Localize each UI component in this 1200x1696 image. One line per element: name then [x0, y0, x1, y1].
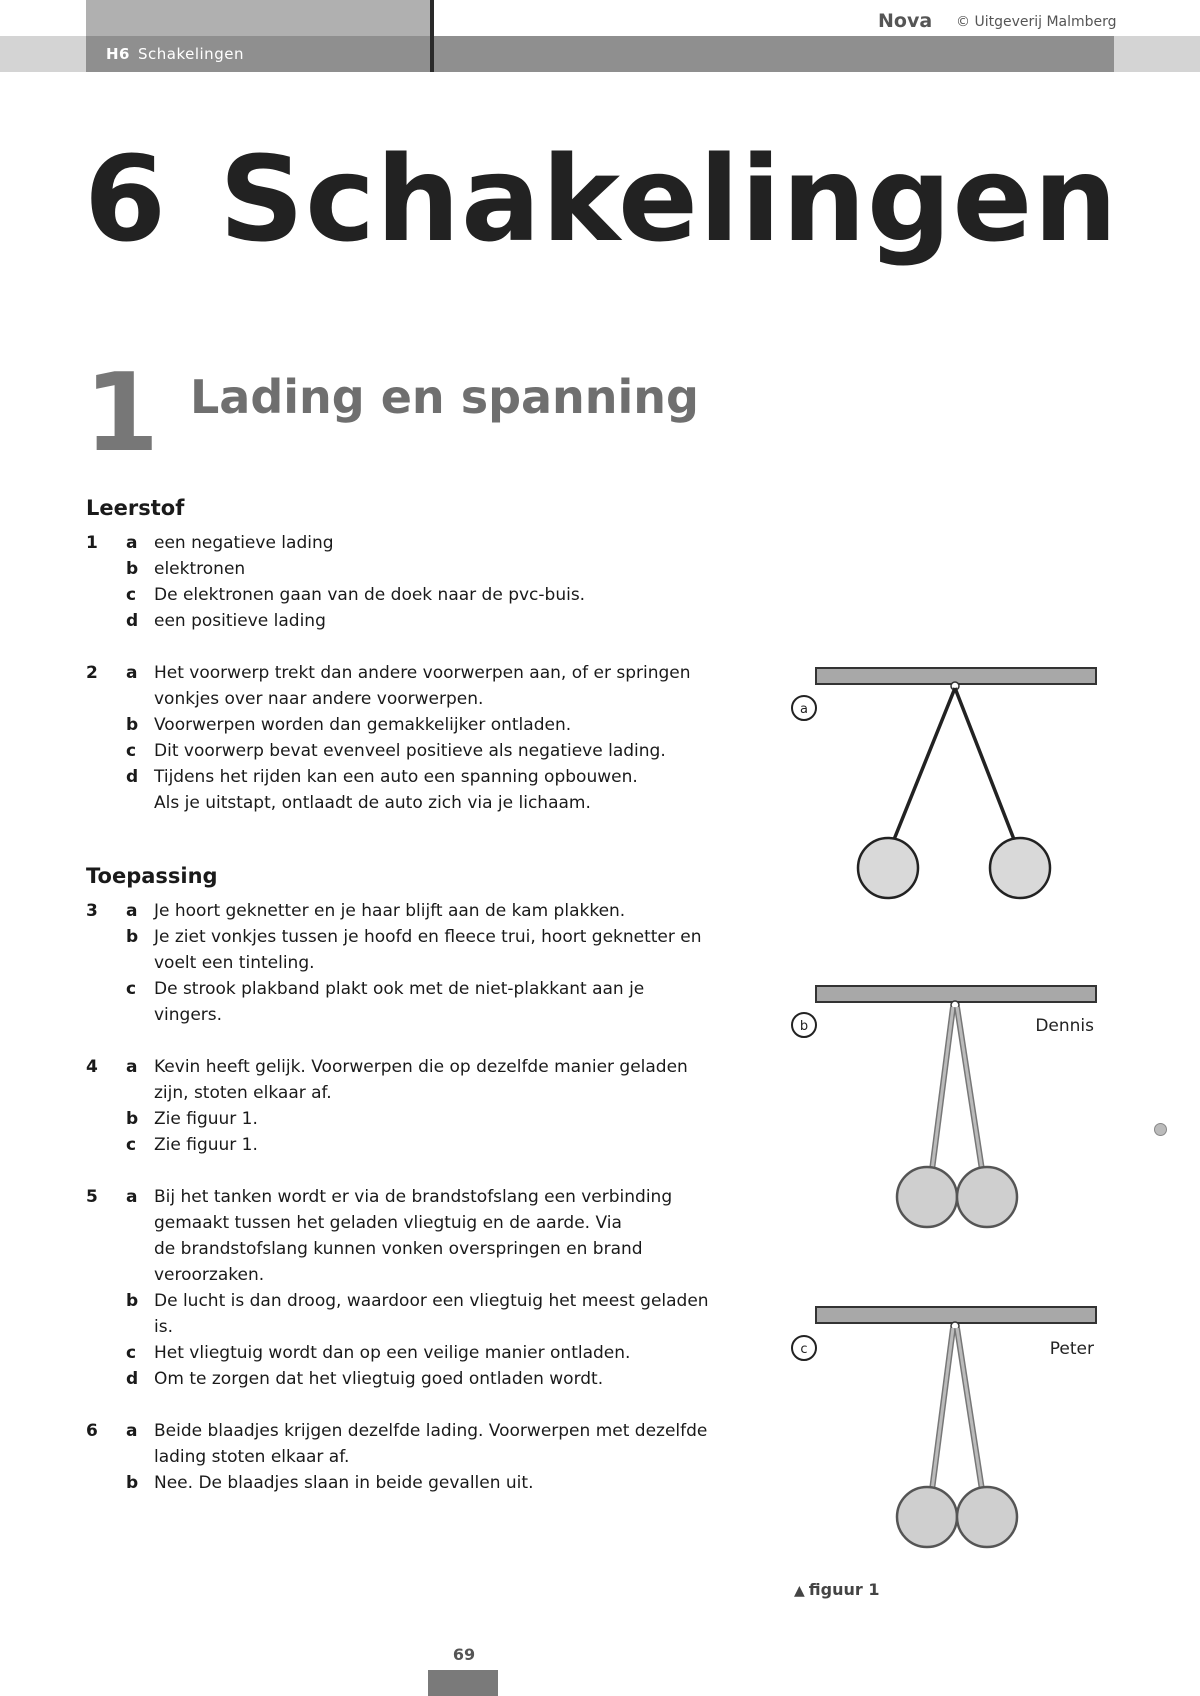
answer-letter: c [126, 979, 137, 999]
answer-text: Zie figuur 1. [154, 1135, 258, 1155]
answer-6b [86, 1470, 726, 1496]
thread-c-right-inner [957, 1328, 982, 1490]
answer-6a [86, 1418, 726, 1470]
answer-3b [86, 924, 726, 976]
question-number: 6 [86, 1421, 98, 1441]
figure-panel-c [792, 1307, 1096, 1547]
section-title: Lading en spanning [190, 370, 699, 424]
answer-5b [86, 1288, 726, 1340]
chapter-title [84, 130, 1119, 268]
answer-letter: a [126, 1187, 138, 1207]
answer-letter: c [126, 1343, 137, 1363]
ball-a-right [990, 838, 1050, 898]
question-6 [86, 1418, 726, 1496]
question-number: 1 [86, 533, 98, 553]
label-dennis: Dennis [1035, 1016, 1094, 1036]
thread-b-right-inner [957, 1007, 982, 1170]
answer-1d [86, 608, 726, 634]
triangle-icon: ▲ [794, 1583, 805, 1599]
question-number: 3 [86, 901, 98, 921]
question-number: 4 [86, 1057, 98, 1077]
question-3 [86, 898, 726, 1028]
answer-1c [86, 582, 726, 608]
chapter-title-text: Schakelingen [219, 130, 1119, 268]
rod-c [816, 1307, 1096, 1323]
answer-text: Nee. De blaadjes slaan in beide gevallen uit. [154, 1473, 534, 1493]
answer-letter: b [126, 715, 139, 735]
header-brand: Nova [878, 10, 933, 32]
answer-text: Je hoort geknetter en je haar blijft aan de kam plakken. [154, 901, 626, 921]
header-chapter [106, 45, 244, 63]
answer-text: Je ziet vonkjes tussen je hoofd en fleece trui, hoort geknetter en voelt een tinteling. [154, 927, 702, 973]
figure-caption-text: figuur 1 [808, 1580, 880, 1599]
answer-letter: b [126, 559, 139, 579]
ball-c-left [897, 1487, 957, 1547]
answer-text: elektronen [154, 559, 246, 579]
answer-letter: d [126, 767, 139, 787]
answer-1a [86, 530, 726, 556]
answer-text: De strook plakband plakt ook met de niet-plakkant aan je vingers. [154, 979, 645, 1025]
answer-letter: d [126, 611, 139, 631]
figure-panel-b [792, 986, 1096, 1227]
answer-text: De lucht is dan droog, waardoor een vliegtuig het meest geladen is. [154, 1291, 709, 1337]
answer-text: een positieve lading [154, 611, 326, 631]
chapter-number: 6 [84, 130, 168, 268]
label-a: a [800, 702, 808, 717]
thread-c-left-inner [932, 1328, 953, 1490]
answer-text: Beide blaadjes krijgen dezelfde lading. Voorwerpen met dezelfde lading stoten elkaar af. [154, 1421, 708, 1467]
answer-letter: b [126, 1473, 139, 1493]
answer-letter: d [126, 1369, 139, 1389]
answer-text: De elektronen gaan van de doek naar de pvc-buis. [154, 585, 586, 605]
header-right-band [434, 36, 1114, 72]
answer-2a [86, 660, 726, 712]
ball-c-right [957, 1487, 1017, 1547]
answer-text: Kevin heeft gelijk. Voorwerpen die op dezelfde manier geladen zijn, stoten elkaar af. [154, 1057, 688, 1103]
answer-text: Om te zorgen dat het vliegtuig goed ontladen wordt. [154, 1369, 604, 1389]
section-number: 1 [84, 351, 160, 476]
answer-letter: c [126, 1135, 137, 1155]
question-1 [86, 530, 726, 634]
question-5 [86, 1184, 726, 1392]
answer-letter: c [126, 585, 137, 605]
toepassing-heading: Toepassing [86, 864, 218, 888]
ball-b-left [897, 1167, 957, 1227]
answer-2b [86, 712, 726, 738]
label-b: b [799, 1019, 809, 1034]
answer-letter: b [126, 927, 139, 947]
answer-text: Bij het tanken wordt er via de brandstofslang een verbinding gemaakt tussen het geladen vliegtuig en de aarde. Via de brandstofslang kunnen vonken overspringen en brand veroorzaken. [154, 1187, 673, 1285]
question-2 [86, 660, 726, 816]
answer-text: Zie figuur 1. [154, 1109, 258, 1129]
answer-4c [86, 1132, 726, 1158]
ball-b-right [957, 1167, 1017, 1227]
figure-panel-a [792, 668, 1096, 898]
answer-text: Het vliegtuig wordt dan op een veilige manier ontladen. [154, 1343, 631, 1363]
answer-text: Dit voorwerp bevat evenveel positieve als negatieve lading. [154, 741, 666, 761]
answer-letter: a [126, 1421, 138, 1441]
answer-5a [86, 1184, 726, 1288]
thread-a-right [955, 688, 1015, 842]
figure-caption [794, 1580, 879, 1599]
answer-5c [86, 1340, 726, 1366]
header-publisher: © Uitgeverij Malmberg [956, 14, 1117, 30]
label-peter: Peter [1049, 1339, 1094, 1359]
answer-letter: b [126, 1109, 139, 1129]
page-tab [428, 1670, 498, 1696]
answer-3c [86, 976, 726, 1028]
header-chapter-code: H6 [106, 45, 130, 63]
answer-letter: a [126, 1057, 138, 1077]
figure-electroscopes [780, 660, 1110, 1580]
question-4 [86, 1054, 726, 1158]
page-number: 69 [452, 1645, 476, 1664]
answer-text: een negatieve lading [154, 533, 334, 553]
label-c: c [800, 1342, 808, 1357]
question-number: 5 [86, 1187, 98, 1207]
answer-letter: a [126, 533, 138, 553]
answer-text: Tijdens het rijden kan een auto een spanning opbouwen. Als je uitstapt, ontlaadt de auto zich via je lichaam. [154, 767, 638, 813]
answer-2c [86, 738, 726, 764]
answer-letter: b [126, 1291, 139, 1311]
question-number: 2 [86, 663, 98, 683]
answer-1b [86, 556, 726, 582]
rod-b [816, 986, 1096, 1002]
answer-letter: a [126, 901, 138, 921]
answer-4b [86, 1106, 726, 1132]
answer-5d [86, 1366, 726, 1392]
answer-4a [86, 1054, 726, 1106]
header-chapter-name: Schakelingen [138, 45, 244, 63]
answer-letter: c [126, 741, 137, 761]
answer-letter: a [126, 663, 138, 683]
thread-b-left-inner [932, 1007, 953, 1170]
leerstof-heading: Leerstof [86, 496, 185, 520]
answer-2d [86, 764, 726, 816]
answer-text: Het voorwerp trekt dan andere voorwerpen aan, of er springen vonkjes over naar andere voorwerpen. [154, 663, 691, 709]
margin-dot-icon [1154, 1123, 1167, 1136]
answer-text: Voorwerpen worden dan gemakkelijker ontladen. [154, 715, 572, 735]
thread-a-left [893, 688, 955, 842]
answer-3a [86, 898, 726, 924]
ball-a-left [858, 838, 918, 898]
